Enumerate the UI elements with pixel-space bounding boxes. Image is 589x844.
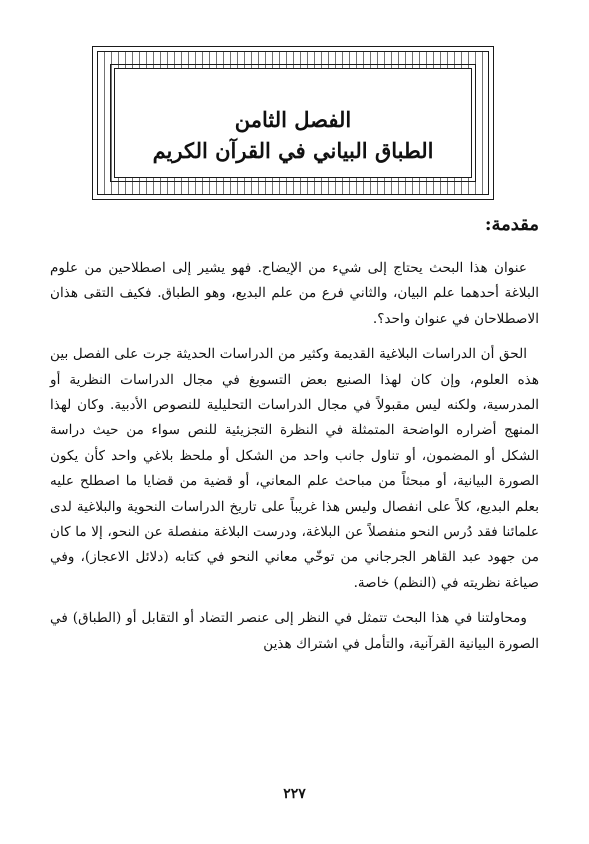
section-heading: مقدمة: xyxy=(484,214,539,235)
paragraph: ومحاولتنا في هذا البحث تتمثل في النظر إلى عنصر التضاد أو التقابل أو (الطباق) في الصورة البيانية القرآنية، والتأمل في اشتراك هذين xyxy=(50,610,539,652)
paragraph: الحق أن الدراسات البلاغية القديمة وكثير من الدراسات الحديثة جرت على الفصل بين هذه العلوم، وإن كان لهذا الصنيع بعض التسويغ في مجال الدراسات النظرية أو المدرسية، ولكنه ليس مقبولاً في مجال الدراسات التحليلية للنصوص الأدبية. وكان لهذا المنهج أضراره الواضحة المتمثلة في النظرة التجزيئية للنص سواء من حيث دراسة الشكل أو المضمون، أو تناول جانب واحد من الشكل أو ملحظ بلاغي واحد كأن يكون الصورة البيانية، أو مبحثاً من مباحث علم المعاني، أو قضية من قضايا ما اصطلح عليه بعلم البديع، كلاً على انفصال وليس هذا غريباً على تاريخ الدراسات النحوية والبلاغية لدى علمائنا فقد دُرس النحو منفصلاً عن البلاغة، ودرست البلاغة منفصلة عن النحو، إلا ما كان من جهود عبد القاهر الجرجاني من توخّي معاني النحو في كتابه (دلائل الاعجاز)، وفي صياغة نظريته في (النظم) خاصة. xyxy=(50,346,539,591)
title-block xyxy=(115,105,471,167)
title-frame xyxy=(92,46,494,200)
body-text xyxy=(50,256,539,667)
title-frame-border xyxy=(97,51,489,195)
chapter-title: الفصل الثامن xyxy=(234,107,352,132)
paragraph: عنوان هذا البحث يحتاج إلى شيء من الإيضاح. فهو يشير إلى اصطلاحين من علوم البلاغة أحدهما علم البيان، والثاني فرع من علم البديع، وهو الطباق. فكيف التقى هذان الاصطلاحان في عنوان واحد؟. xyxy=(50,260,539,327)
title-frame-inner xyxy=(114,68,472,178)
page-number: ٢٢٧ xyxy=(283,786,306,802)
chapter-subtitle: الطباق البياني في القرآن الكريم xyxy=(152,138,434,163)
